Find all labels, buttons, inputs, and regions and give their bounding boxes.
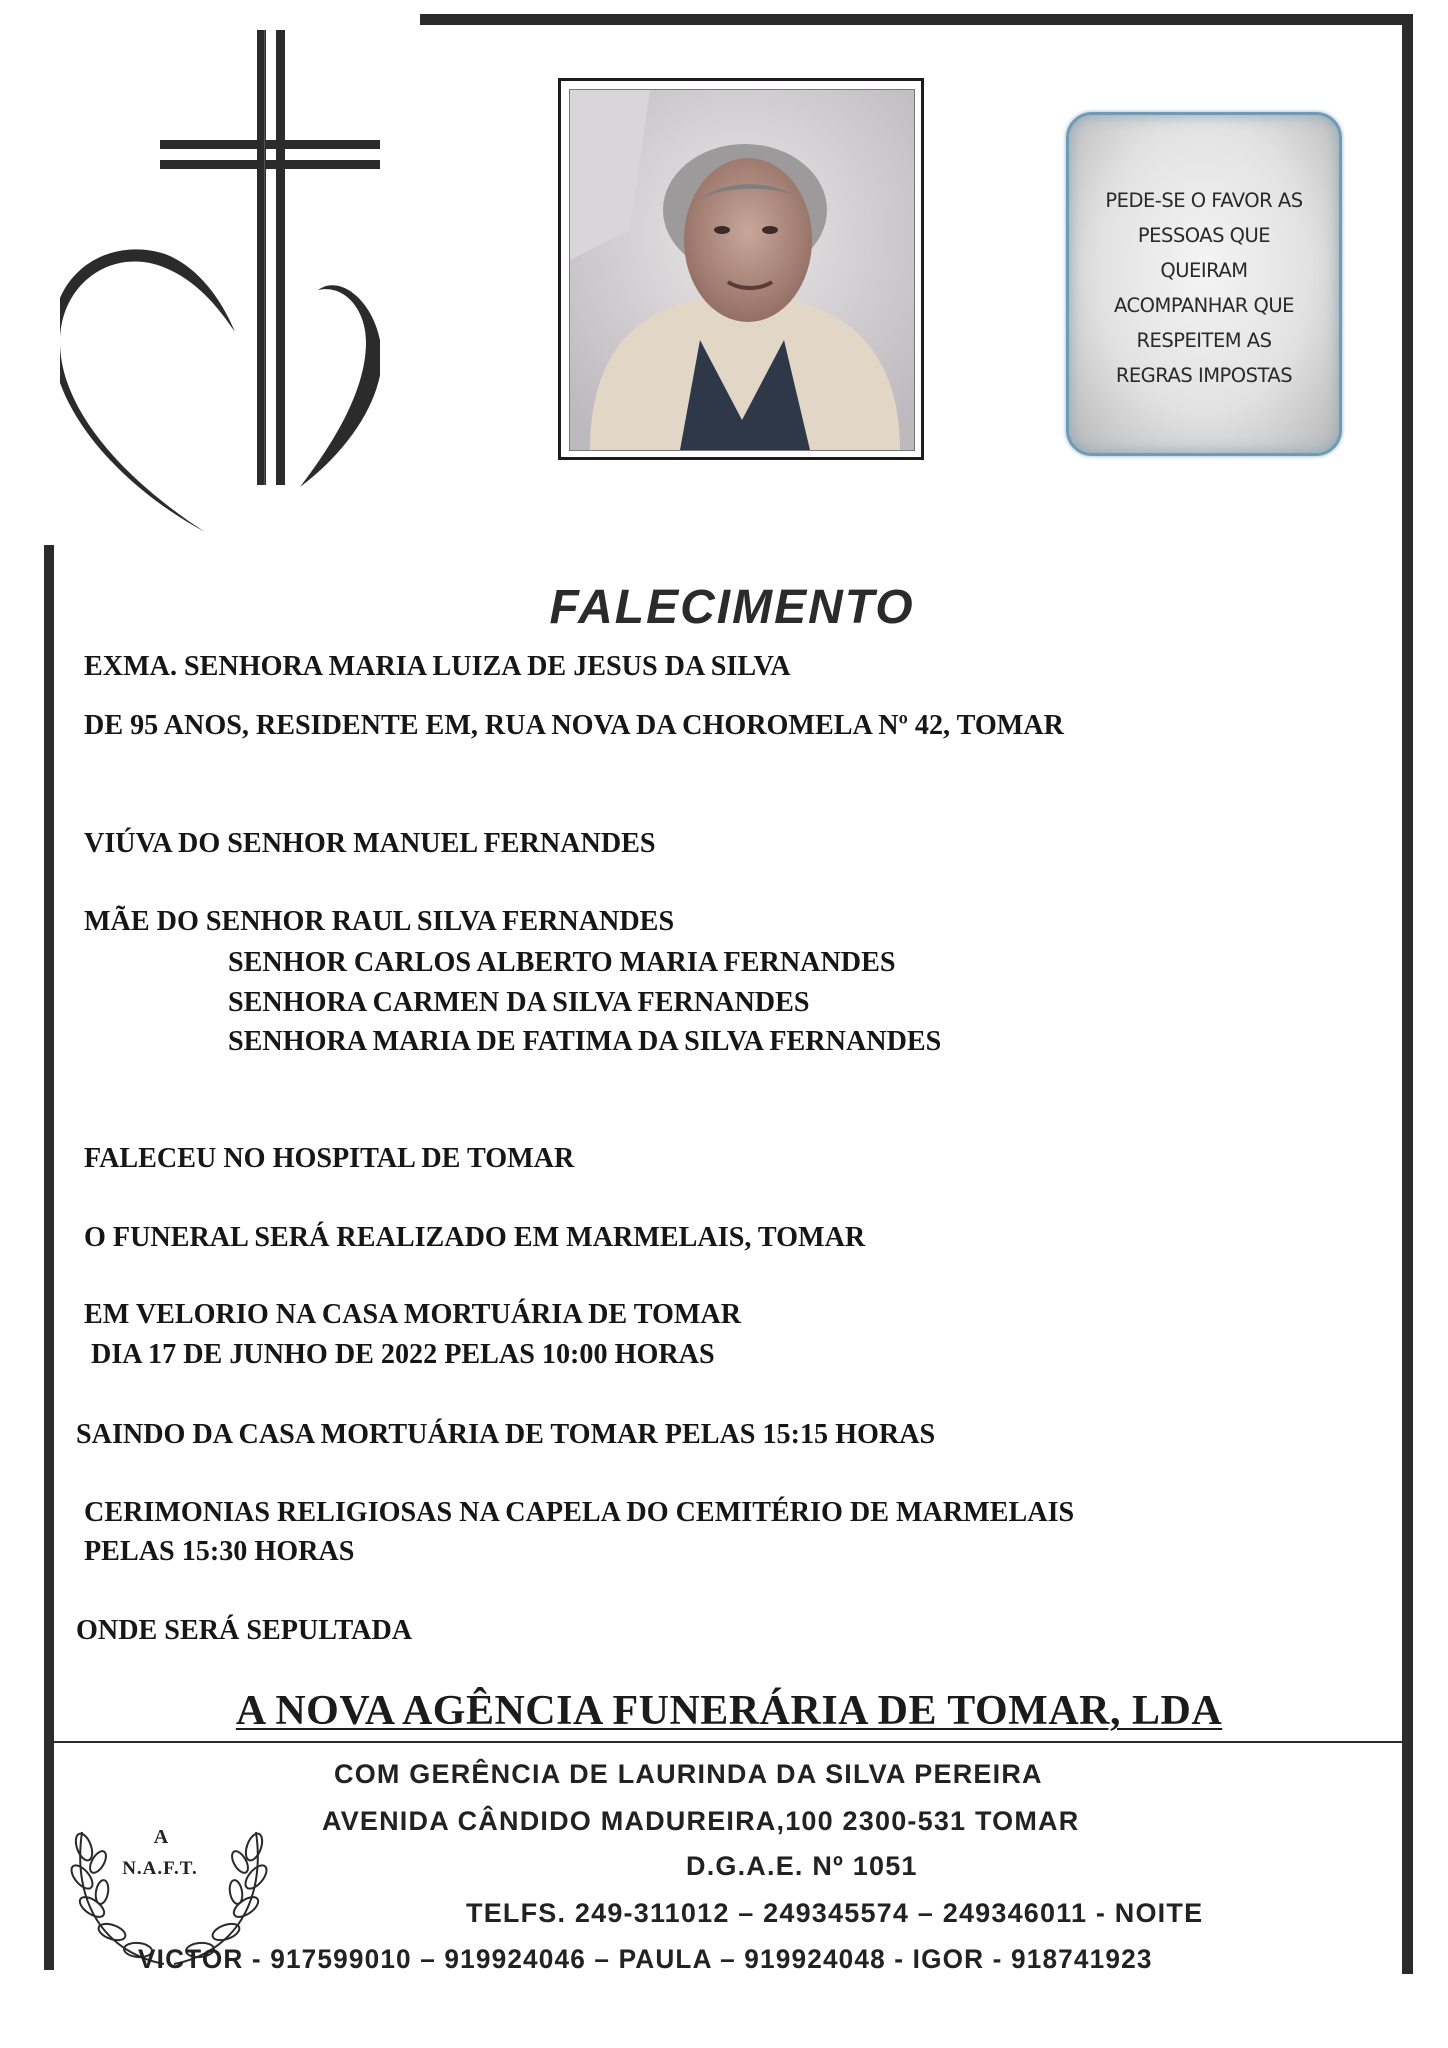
age-residence: DE 95 ANOS, RESIDENTE EM, RUA NOVA DA CHOROMELA Nº 42, TOMAR xyxy=(84,709,1064,741)
wake-date: DIA 17 DE JUNHO DE 2022 PELAS 10:00 HORAS xyxy=(91,1338,715,1370)
page-title: FALECIMENTO xyxy=(549,581,915,634)
footer-divider xyxy=(44,1741,1413,1743)
notice-line: ACOMPANHAR QUE xyxy=(1114,294,1294,317)
portrait-photo xyxy=(569,89,915,451)
child-name: SENHORA MARIA DE FATIMA DA SILVA FERNANDES xyxy=(228,1025,942,1057)
child-name: SENHOR CARLOS ALBERTO MARIA FERNANDES xyxy=(228,946,896,978)
logo-acronym: N.A.F.T. xyxy=(122,1858,198,1879)
license-line: D.G.A.E. Nº 1051 xyxy=(686,1851,918,1881)
notice-line: REGRAS IMPOSTAS xyxy=(1115,364,1293,387)
departure-time: SAINDO DA CASA MORTUÁRIA DE TOMAR PELAS 15:15 HORAS xyxy=(76,1418,936,1450)
widow-of: VIÚVA DO SENHOR MANUEL FERNANDES xyxy=(84,827,656,859)
phones-line: TELFS. 249-311012 – 249345574 – 249346011 - NOITE xyxy=(466,1898,1204,1928)
notice-line: RESPEITEM AS xyxy=(1136,329,1272,352)
deceased-name: EXMA. SENHORA MARIA LUIZA DE JESUS DA SILVA xyxy=(84,650,791,682)
child-name: SENHORA CARMEN DA SILVA FERNANDES xyxy=(228,986,810,1018)
notice-badge xyxy=(1066,112,1342,456)
agency-name: A NOVA AGÊNCIA FUNERÁRIA DE TOMAR, LDA xyxy=(235,1688,1223,1734)
notice-line: QUEIRAM xyxy=(1160,259,1248,282)
contacts-line: VICTOR - 917599010 – 919924046 – PAULA – 919924048 - IGOR - 918741923 xyxy=(138,1944,1153,1974)
cross-heart-emblem xyxy=(60,22,380,542)
portrait-photo-frame xyxy=(558,78,924,460)
frame-left-bar xyxy=(44,545,54,1970)
ceremony-location: CERIMONIAS RELIGIOSAS NA CAPELA DO CEMITÉRIO DE MARMELAIS xyxy=(84,1496,1075,1528)
mother-of: MÃE DO SENHOR RAUL SILVA FERNANDES xyxy=(84,905,675,937)
address-line: AVENIDA CÂNDIDO MADUREIRA,100 2300-531 TOMAR xyxy=(322,1806,1080,1836)
place-of-death: FALECEU NO HOSPITAL DE TOMAR xyxy=(84,1142,575,1174)
ceremony-time: PELAS 15:30 HORAS xyxy=(84,1535,355,1567)
frame-right-bar xyxy=(1402,14,1413,1974)
wake-location: EM VELORIO NA CASA MORTUÁRIA DE TOMAR xyxy=(84,1298,742,1330)
management-line: COM GERÊNCIA DE LAURINDA DA SILVA PEREIRA xyxy=(334,1759,1043,1789)
frame-top-bar xyxy=(420,14,1413,25)
funeral-location: O FUNERAL SERÁ REALIZADO EM MARMELAIS, TOMAR xyxy=(84,1221,866,1253)
logo-letter: A xyxy=(153,1826,169,1848)
burial-note: ONDE SERÁ SEPULTADA xyxy=(76,1614,413,1646)
notice-line: PEDE-SE O FAVOR AS xyxy=(1105,189,1303,212)
notice-line: PESSOAS QUE xyxy=(1137,224,1271,247)
